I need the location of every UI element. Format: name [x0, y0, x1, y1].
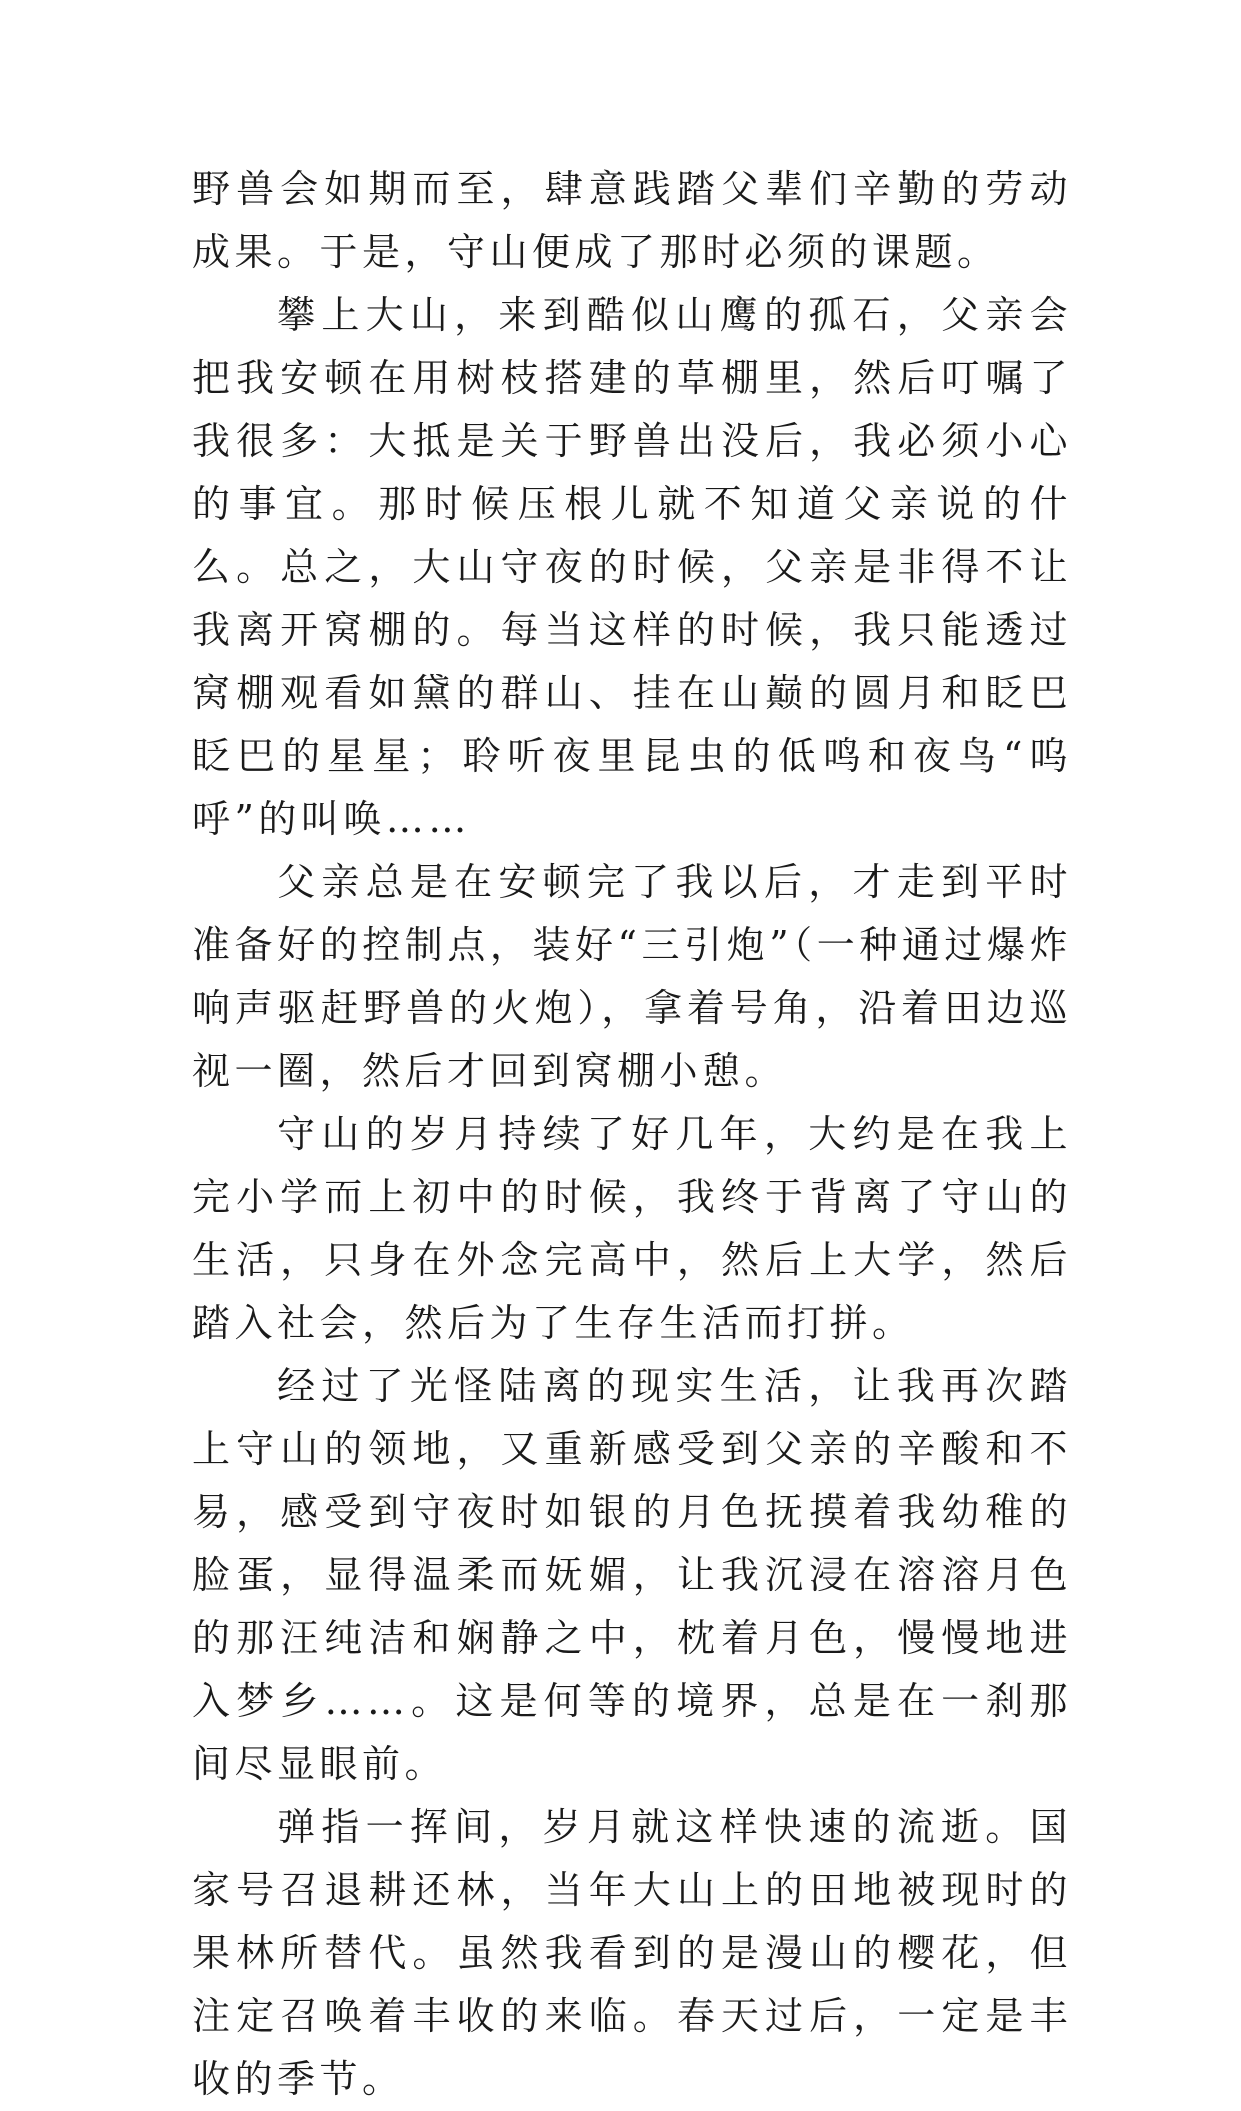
paragraph-2: 攀上大山，来到酷似山鹰的孤石，父亲会把我安顿在用树枝搭建的草棚里，然后叮嘱了我很多：大抵是关于野兽出没后，我必须小心的事宜。那时候压根儿就不知道父亲说的什么。总之，大山守夜的时候，父亲是非得不让我离开窝棚的。每当这样的时候，我只能透过窝棚观看如黛的群山、挂在山巅的圆月和眨巴眨巴的星星；聆听夜里昆虫的低鸣和夜鸟“呜呼”的叫唤…… — [192, 293, 1072, 841]
paragraph-1: 野兽会如期而至，肆意践踏父辈们辛勤的劳动成果。于是，守山便成了那时必须的课题。 — [192, 167, 1072, 274]
paragraph-5: 经过了光怪陆离的现实生活，让我再次踏上守山的领地，又重新感受到父亲的辛酸和不易，感受到守夜时如银的月色抚摸着我幼稚的脸蛋，显得温柔而妩媚，让我沉浸在溶溶月色的那汪纯洁和娴静之中，枕着月色，慢慢地进入梦乡……。这是何等的境界，总是在一刹那间尽显眼前。 — [192, 1364, 1072, 1786]
body-text — [192, 158, 1072, 2111]
paragraph-3: 父亲总是在安顿完了我以后，才走到平时准备好的控制点，装好“三引炮”（一种通过爆炸响声驱赶野兽的火炮），拿着号角，沿着田边巡视一圈，然后才回到窝棚小憩。 — [192, 860, 1072, 1093]
paragraph-6: 弹指一挥间，岁月就这样快速的流逝。国家号召退耕还林，当年大山上的田地被现时的果林所替代。虽然我看到的是漫山的樱花，但注定召唤着丰收的来临。春天过后，一定是丰收的季节。 — [192, 1805, 1072, 2101]
paragraph-4: 守山的岁月持续了好几年，大约是在我上完小学而上初中的时候，我终于背离了守山的生活，只身在外念完高中，然后上大学，然后踏入社会，然后为了生存生活而打拼。 — [192, 1112, 1072, 1345]
